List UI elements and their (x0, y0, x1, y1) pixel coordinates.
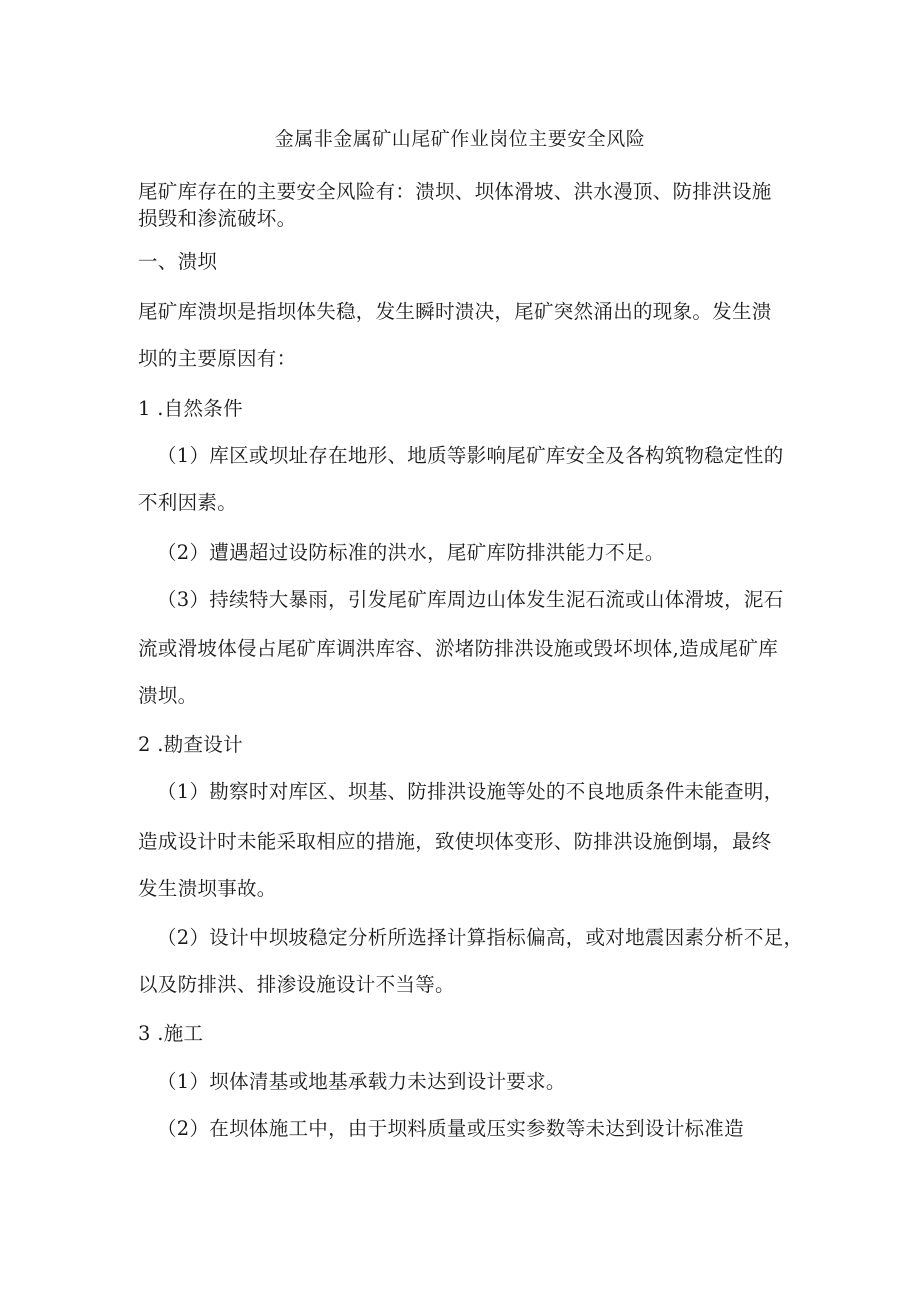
document-title: 金属非金属矿山尾矿作业岗位主要安全风险 (274, 128, 646, 150)
subsection-heading-survey-design: 2 .勘查设计 (138, 733, 243, 756)
list-item-line: 溃坝。 (138, 684, 198, 707)
subsection-heading-construction: 3 .施工 (138, 1022, 204, 1045)
intro-line-2: 损毁和渗流破坏。 (138, 207, 297, 230)
list-item-line: 造成设计时未能采取相应的措施，致使坝体变形、防排洪设施倒塌，最终 (138, 830, 772, 853)
list-item-line: 流或滑坡体侵占尾矿库调洪库容、淤堵防排洪设施或毁坏坝体,造成尾矿库 (138, 637, 779, 660)
list-item-line: 以及防排洪、排渗设施设计不当等。 (138, 973, 455, 996)
list-item-line: （3）持续特大暴雨，引发尾矿库周边山体发生泥石流或山体滑坡，泥石 (157, 588, 784, 611)
list-item-line: （1）库区或坝址存在地形、地质等影响尾矿库安全及各构筑物稳定性的 (157, 444, 784, 467)
intro-line-1: 尾矿库存在的主要安全风险有：溃坝、坝体滑坡、洪水漫顶、防排洪设施 (138, 180, 772, 203)
list-item-line: （1）勘察时对库区、坝基、防排洪设施等处的不良地质条件未能查明， (157, 780, 784, 803)
paragraph-line: 坝的主要原因有： (138, 347, 297, 370)
list-item-line: 发生溃坝事故。 (138, 877, 277, 900)
list-item-line: （2）遭遇超过设防标准的洪水，尾矿库防排洪能力不足。 (157, 541, 665, 564)
section-heading-dam-break: 一、溃坝 (138, 250, 218, 273)
list-item-line: （2）设计中坝坡稳定分析所选择计算指标偏高，或对地震因素分析不足， (157, 926, 804, 949)
subsection-heading-natural-conditions: 1 .自然条件 (138, 397, 243, 420)
list-item-line: （1）坝体清基或地基承载力未达到设计要求。 (157, 1070, 566, 1093)
list-item-line: （2）在坝体施工中，由于坝料质量或压实参数等未达到设计标准造 (157, 1117, 744, 1140)
paragraph-line: 尾矿库溃坝是指坝体失稳，发生瞬时溃决，尾矿突然涌出的现象。发生溃 (138, 300, 772, 323)
list-item-line: 不利因素。 (138, 491, 238, 514)
